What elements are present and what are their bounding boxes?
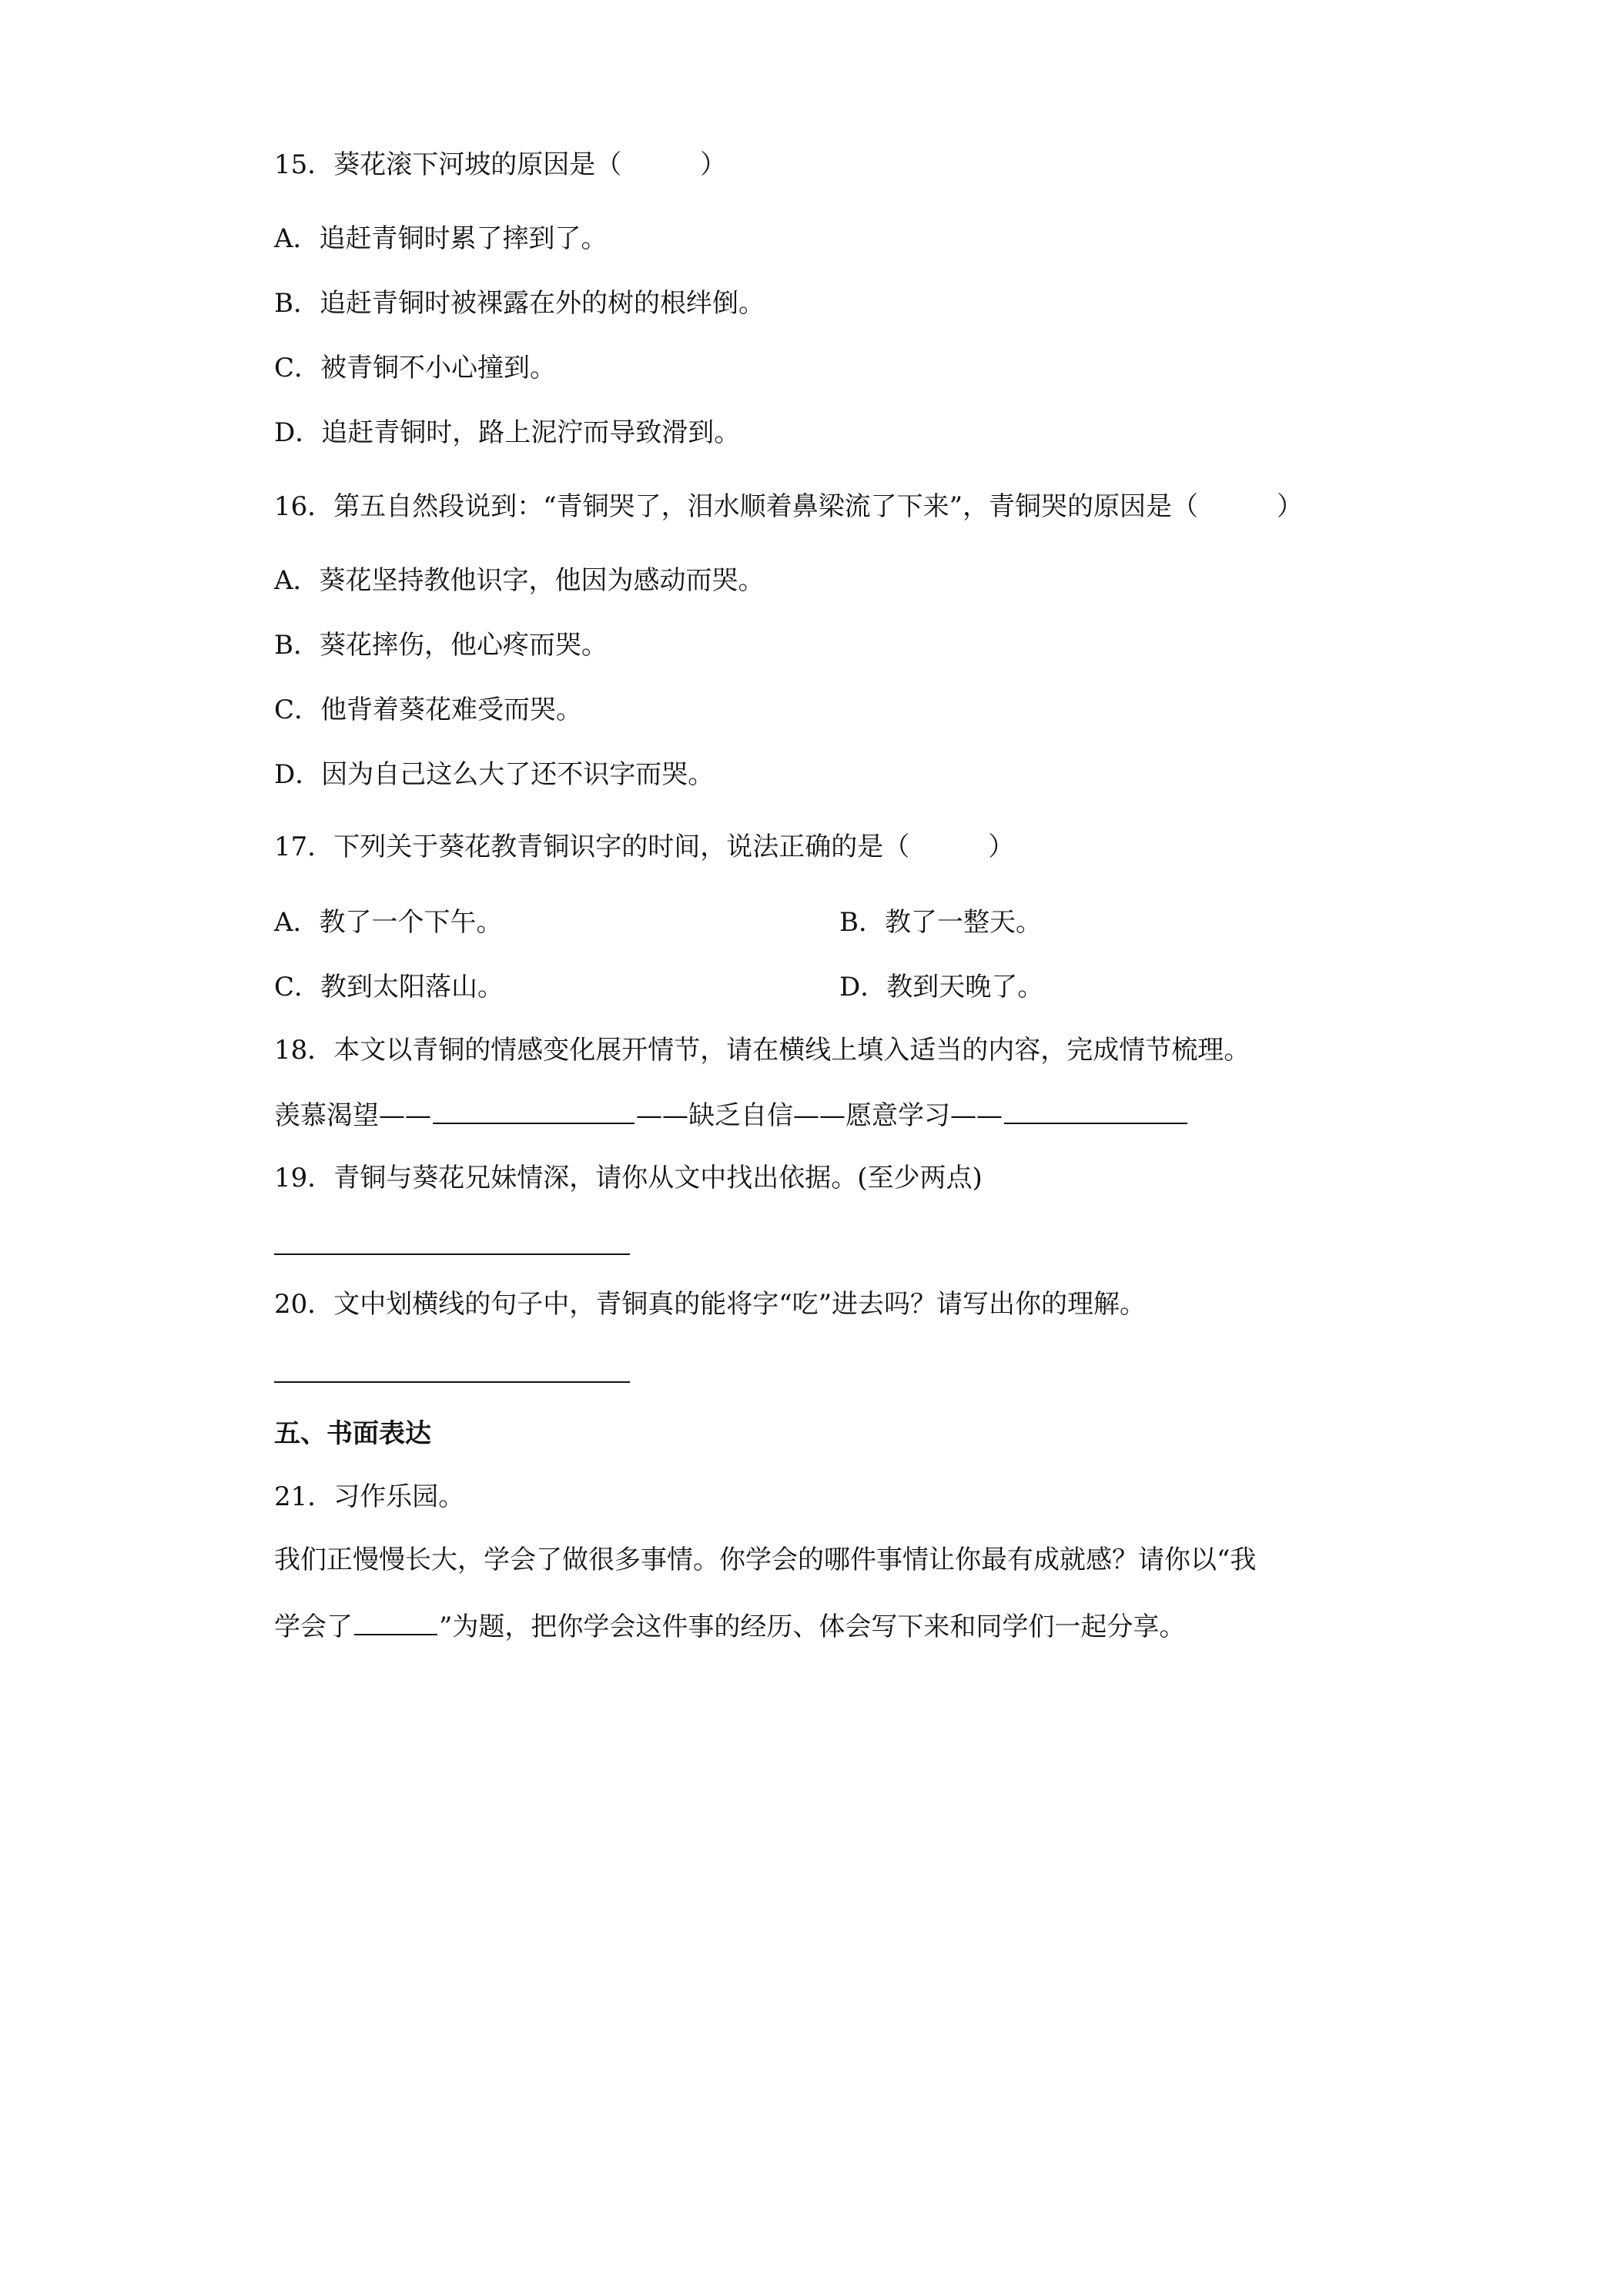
question-21-prompt-after-blank: ”为题，把你学会这件事的经历、体会写下来和同学们一起分享。	[439, 1612, 1186, 1642]
question-20-answer-line[interactable]	[274, 1381, 630, 1383]
question-21-stem: 21．习作乐园。	[274, 1481, 465, 1512]
question-17-option-c: C．教到太阳落山。	[274, 972, 504, 1002]
question-16-stem: 16．第五自然段说到：“青铜哭了，泪水顺着鼻梁流了下来”，青铜哭的原因是（ ）	[274, 491, 1304, 522]
question-18-part1: 羡慕渴望——	[274, 1100, 431, 1131]
question-15-option-d: D．追赶青铜时，路上泥泞而导致滑到。	[274, 417, 741, 448]
question-19-answer-line[interactable]	[274, 1253, 630, 1255]
question-17-option-b: B．教了一整天。	[839, 907, 1042, 938]
question-17-option-a: A．教了一个下午。	[274, 907, 503, 938]
question-16-option-b: B．葵花摔伤，他心疼而哭。	[274, 630, 608, 661]
question-16-option-c: C．他背着葵花难受而哭。	[274, 694, 583, 725]
question-15-option-a: A．追赶青铜时累了摔到了。	[274, 223, 608, 254]
question-18-blank-1[interactable]	[433, 1096, 635, 1124]
question-18-part2: ——缺乏自信——愿意学习——	[636, 1100, 1003, 1131]
question-17-stem: 17．下列关于葵花教青铜识字的时间，说法正确的是（ ）	[274, 832, 1015, 862]
question-15-stem: 15．葵花滚下河坡的原因是（ ）	[274, 149, 727, 180]
question-21-prompt-line-1: 我们正慢慢长大，学会了做很多事情。你学会的哪件事情让你最有成就感？请你以“我	[274, 1545, 1257, 1575]
question-16-option-d: D．因为自己这么大了还不识字而哭。	[274, 759, 715, 790]
question-15-option-b: B．追赶青铜时被裸露在外的树的根绊倒。	[274, 288, 765, 319]
question-19-stem: 19．青铜与葵花兄妹情深，请你从文中找出依据。(至少两点)	[274, 1163, 983, 1193]
question-18-blank-2[interactable]	[1004, 1096, 1187, 1124]
section-5-heading: 五、书面表达	[274, 1418, 431, 1449]
question-20-stem: 20．文中划横线的句子中，青铜真的能将字“吃”进去吗？请写出你的理解。	[274, 1289, 1147, 1320]
question-18-stem: 18．本文以青铜的情感变化展开情节，请在横线上填入适当的内容，完成情节梳理。	[274, 1035, 1251, 1066]
question-16-option-a: A．葵花坚持教他识字，他因为感动而哭。	[274, 565, 765, 596]
question-17-option-d: D．教到天晚了。	[839, 972, 1044, 1002]
question-21-prompt-before-blank: 学会了	[274, 1612, 353, 1642]
question-21-title-blank[interactable]	[354, 1608, 437, 1635]
question-18-fill-line	[274, 1096, 1189, 1133]
question-21-prompt-line-2	[274, 1608, 1185, 1644]
question-15-option-c: C．被青铜不小心撞到。	[274, 353, 557, 383]
